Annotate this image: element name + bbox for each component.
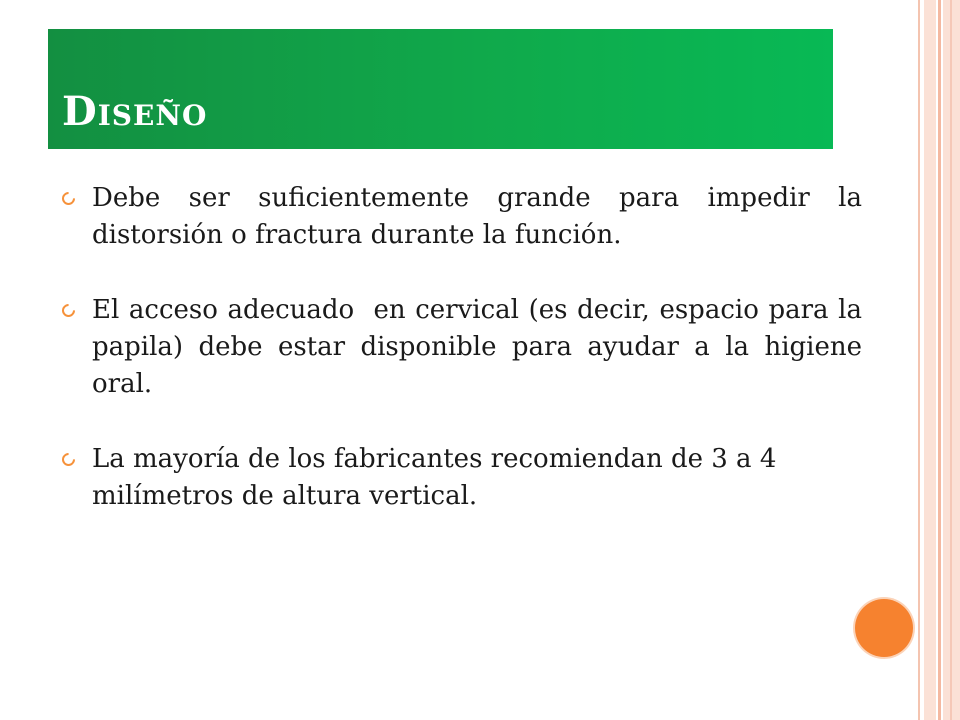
bullet-circle-icon <box>59 450 77 468</box>
bullet-text: La mayoría de los fabricantes recomiendan de 3 a 4 milímetros de altura vertical. <box>92 444 777 511</box>
bullet-text: Debe ser suficientemente grande para impedir la distorsión o fractura durante la función. <box>92 183 862 250</box>
bullet-circle-icon <box>59 189 77 207</box>
decorative-orange-circle <box>855 599 913 657</box>
bullet-text: El acceso adecuado en cervical (es decir, espacio para la papila) debe estar disponible para ayudar a la higiene oral. <box>92 295 871 399</box>
bullet-item <box>62 180 862 254</box>
decorative-stripe <box>924 0 936 720</box>
bullet-list <box>62 180 871 553</box>
decorative-stripe <box>918 0 920 720</box>
slide-title: Diseño <box>62 88 208 135</box>
decorative-stripe <box>950 0 952 720</box>
decorative-stripe <box>938 0 941 720</box>
bullet-circle-icon <box>59 301 77 319</box>
bullet-item <box>62 292 871 403</box>
bullet-item <box>62 441 862 515</box>
